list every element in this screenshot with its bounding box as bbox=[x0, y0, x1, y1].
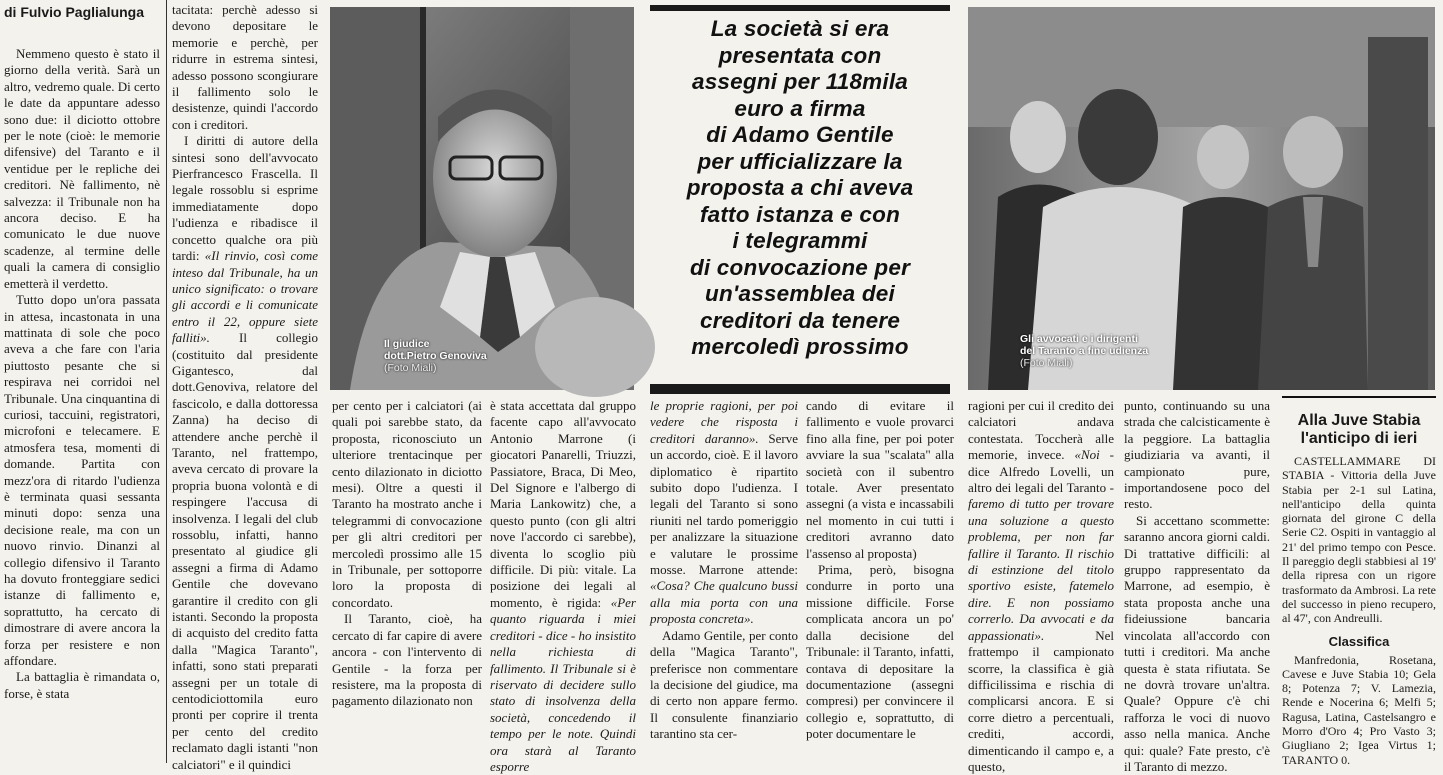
text-run: - Vittoria della Juve Stabia per 2-1 sul Latina, nell'anticipo della quinta giornata del girone C della Serie C2. Ospiti in vantaggio al 21' del primo tempo con Pesce. Il pareggio degli stabbiesi al 19' della ripresa con un rigore trasformato da Ambrosi. La rete del successo in pieno recupero, al 47', con Andreulli. bbox=[1282, 468, 1436, 626]
photo-caption bbox=[384, 338, 487, 374]
text-run: Nel frattempo il campionato scorre, la classifica è già difficilissima e rischia di complicarsi ancora. E si corre dietro a percentuali, crediti, accordi, dimenticando il campo e, a questo, bbox=[968, 627, 1114, 774]
paragraph bbox=[968, 398, 1114, 775]
text-run: è stata accettata dal gruppo facente capo all'avvocato Antonio Marrone (i giocatori Panarelli, Triuzzi, Passiatore, Braca, Di Meo, Del Signore e l'albergo di Maria Lankowitz) che, a questo punto (con gli altri nove l'accordo ci sarebbe), diventa lo scoglio più difficile. Di più: vitale. La posizione dei legali al momento, è rigida: bbox=[490, 398, 636, 610]
quote: faremo di tutto per trovare una soluzione a questo problema, per non far fallire il Taranto. Il rischio di estinzione del titolo sportivo esiste, fatemelo dire. E non possiamo correrlo. Da avvocati e da appassionati». bbox=[968, 496, 1114, 643]
paragraph: Si accettano scommette: saranno ancora giorni caldi. Di trattative difficili: al gruppo rappresentato da Marrone, ad esempio, è stata proposta anche una fideiussione bancaria vincolata all'accordo con tutti i creditori. Ma anche questa è stata rifiutata. Se ne dovrà trovare un'altra. Quale? Oppure c'è chi rafforza le voci di nuovo asso nella manica. Anche qui: quale? Fate presto, c'è il Taranto di mezzo. bbox=[1124, 512, 1270, 774]
article-column-6 bbox=[806, 398, 954, 763]
paragraph: Tutto dopo un'ora passata in attesa, incastonata in una mattinata di sole che poco aveva a che fare con l'aria piuttosto pesante che si respirava nei corridoi nel Tribunale. Una cinquantina di curiosi, taccuini, registratori, microfoni e telecamere. E atmosfera tesa, momenti di domande. Partita con mezz'ora di ritardo l'udienza è terminata quasi sessanta minuti dopo: senza una decisione reale, ma con un nuovo rinvio. Dinanzi al collegio difensivo il Taranto ha dovuto fronteggiare sedici istanze di fallimento e, soprattutto, ha cercato di dimostrare di avere ancora la forza per resistere e non affondare. bbox=[4, 292, 160, 669]
sidebar-title-line: Alla Juve Stabia bbox=[1297, 412, 1421, 429]
text-run: Il collegio (costituito dal presidente Gigantesco, dal dott.Genoviva, relatore del fascicolo, e dalla dottoressa Zanna) ha deciso di attendere anche perchè il Taranto, nel frattempo, aveva cercato di provare la propria buona volontà e di respingere l'accusa di insolvenza. I legali del club rossoblu, infatti, hanno presentato al giudice gli assegni a firma di Adamo Gentile che dovevano garantire il credito con gli istanti. Secondo la proposta di acquisto del credito fatta dalla "Magica Taranto", infatti, sono stati preparati assegni per un totale di centodiciottomila euro pronti per coprire il trenta per cento del credito reclamato dagli istanti "non calciatori" e il quindici bbox=[172, 330, 318, 772]
paragraph: Prima, però, bisogna condurre in porto una missione difficile. Forse complicata ancora un po' dalla decisione del Tribunale: il Taranto, infatti, contava di depositare la documentazione (assegni compresi) per convincere il collegio e, soprattutto, di poter documentare le bbox=[806, 562, 954, 742]
photo-caption bbox=[1020, 333, 1148, 369]
paragraph bbox=[1282, 454, 1436, 626]
paragraph: La battaglia è rimandata o, forse, è stata bbox=[4, 669, 160, 701]
article-column-7 bbox=[968, 398, 1114, 774]
headline-line: assegni per 118mila bbox=[691, 69, 908, 94]
paragraph: Manfredonia, Rosetana, Cavese e Juve Stabia 10; Gela 8; Potenza 7; V. Lamezia, Rende e Nocerina 6; Melfi 5; Ragusa, Latina, Castelsangro e Morro d'Oro 4; Pro Vasto 3; Giugliano 2; Igea Virtus 1; TARANTO 0. bbox=[1282, 652, 1436, 767]
caption-line: del Taranto a fine udienza bbox=[1020, 345, 1149, 357]
headline-line: di convocazione per bbox=[689, 254, 911, 280]
paragraph: Nemmeno questo è stato il giorno della verità. Sarà un altro, vedremo quale. Di certo le date da appuntare adesso sono due: il diciotto ottobre per le note (cioè: le memorie difensive) del Taranto e il ventidue per le repliche dei creditori. Nè fallimento, nè salvezza: il Tribunale non ha ancora deciso. E ha comunicato le due nuove scadenze, al termine delle quali la camera di consiglio emetterà il verdetto. bbox=[4, 46, 160, 291]
sidebar-title bbox=[1282, 412, 1436, 448]
paragraph: tacitata: perchè adesso si devono depositare le memorie e perchè, per ridurre in estrema sintesi, adesso possono scongiurare il fallimento solo le desistenze, quindi l'accordo con i creditori. bbox=[172, 2, 318, 132]
classifica-body bbox=[1282, 653, 1436, 767]
byline: di Fulvio Paglialunga bbox=[4, 4, 145, 20]
photo-credit: (Foto Miali) bbox=[384, 362, 437, 374]
photo-credit: (Foto Miali) bbox=[1020, 357, 1073, 369]
caption-line: Gli avvocati e i dirigenti bbox=[1020, 333, 1138, 345]
text-run: Serve un accordo, cioè. E il lavoro diplomatico è ripartito subito dopo l'udienza. I legali del Taranto si sono riuniti nel tardo pomeriggio per analizzare la situazione e valutare le prossime mosse. Marrone attende: bbox=[650, 430, 798, 578]
article-column-3 bbox=[332, 398, 482, 763]
headline-line: per ufficializzare la bbox=[697, 148, 903, 174]
column-divider bbox=[166, 0, 167, 763]
photo-lawyers bbox=[968, 7, 1435, 390]
quote: «Per quanto riguarda i miei creditori - dice - ho insistito nella richiesta di fallimento. Il Tribunale si è riservato di decidere sullo stato di insolvenza della società, concedendo il tempo per le note. Quindi ora starà al Taranto esporre bbox=[490, 594, 636, 774]
sidebar-body bbox=[1282, 454, 1436, 626]
sidebar-title-line: l'anticipo di ieri bbox=[1300, 430, 1418, 447]
judge-photo-image bbox=[330, 7, 634, 390]
article-column-5 bbox=[650, 398, 798, 763]
headline-line: creditori da tenere bbox=[699, 307, 901, 333]
quote: «Il rinvio, così come inteso dal Tribunale, ha un unico significato: o trovare gli accordi e li comunicate entro il 22, oppure siete falliti». bbox=[172, 248, 318, 346]
paragraph: Il Taranto, cioè, ha cercato di far capire di avere ancora - con l'intervento di Gentile - la forza per resistere, ma la proposta di pagamento dilazionato non bbox=[332, 611, 482, 709]
headline-line: presentata con bbox=[718, 42, 882, 68]
classifica-title: Classifica bbox=[1328, 633, 1390, 649]
quote: le proprie ragioni, per poi vedere che risposta i creditori daranno». bbox=[650, 398, 798, 446]
headline-line: proposta a chi aveva bbox=[686, 175, 914, 200]
headline-top-bar bbox=[650, 5, 950, 11]
text-run: ragioni per cui il credito dei calciatori andava contestata. Toccherà alle memorie, invece. bbox=[968, 398, 1114, 463]
sidebar-juve-stabia bbox=[1282, 400, 1436, 767]
headline-line: i telegrammi bbox=[732, 228, 868, 253]
article-column-1 bbox=[4, 46, 160, 763]
headline-line: La società si era bbox=[710, 16, 890, 41]
headline-line: fatto istanza e con bbox=[699, 201, 901, 227]
article-column-4 bbox=[490, 398, 636, 774]
paragraph bbox=[490, 398, 636, 775]
caption-line: Il giudice bbox=[384, 338, 430, 350]
caption-line: dott.Pietro Genoviva bbox=[384, 350, 487, 362]
text-run: I diritti di autore della sintesi sono dell'avvocato Pierfrancesco Frascella. Il legale rossoblu si esprime immediatamente dopo l'udienza e ribadisce il concetto qualche ora più tardi: bbox=[172, 133, 318, 264]
paragraph: Adamo Gentile, per conto della "Magica Taranto", preferisce non commentare la decisione del giudice, ma di certo non appare fermo. Il consulente finanziario tarantino sta cer- bbox=[650, 627, 798, 742]
headline-line: euro a firma bbox=[734, 95, 866, 121]
headline-line: di Adamo Gentile bbox=[706, 122, 894, 147]
paragraph bbox=[172, 133, 318, 773]
paragraph: punto, continuando su una strada che calcisticamente è la peggiore. La battaglia giudiziaria va avanti, il campionato pure, importandosene poco del resto. bbox=[1124, 398, 1270, 512]
quote: «Noi bbox=[1074, 447, 1100, 463]
dateline: CASTELLAMMARE DI STABIA bbox=[1282, 454, 1436, 483]
text-run: - dice Alfredo Lovelli, un altro dei legali del Taranto - bbox=[968, 447, 1114, 496]
quote: «Cosa? Che qualcuno bussi alla mia porta con una proposta concreta». bbox=[650, 578, 798, 627]
headline-bottom-bar bbox=[650, 384, 950, 394]
article-column-2 bbox=[172, 2, 318, 772]
paragraph: per cento per i calciatori (ai quali poi sarebbe stato, da proposta, riconosciuto un ulteriore trentacinque per cento dilazionato in diciotto mesi). Oltre a questi il Taranto ha mostrato anche i telegrammi di convocazione per gli altri creditori per mercoledì prossimo alle 15 in Tribunale, per sottoporre loro la proposta di concordato. bbox=[332, 398, 482, 610]
paragraph: cando di evitare il fallimento e vuole provarci fino alla fine, per poi poter avviare la sua "scalata" alla società con il subentro totale. Aver presentato assegni (a vista e incassabili nel momento in cui tutti i creditori avranno dato l'assenso al proposta) bbox=[806, 398, 954, 561]
headline bbox=[646, 16, 954, 361]
sidebar-top-rule bbox=[1282, 396, 1436, 398]
article-column-8 bbox=[1124, 398, 1270, 774]
headline-line: un'assemblea dei bbox=[705, 281, 895, 306]
headline-line: mercoledì prossimo bbox=[691, 334, 909, 359]
paragraph bbox=[650, 398, 798, 628]
photo-judge bbox=[330, 7, 634, 390]
